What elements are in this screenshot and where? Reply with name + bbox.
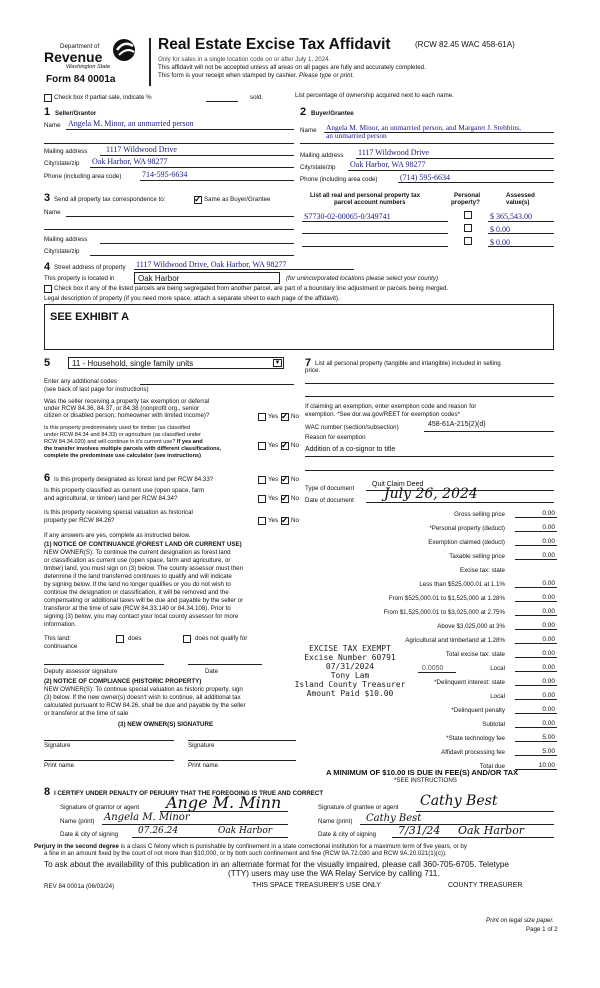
legal-description-label: Legal description of property (if you need more space, attach a separate sheet to each page of the affidavit). <box>44 295 340 302</box>
calc-label: Local <box>490 665 505 672</box>
forest-no-checkbox[interactable] <box>281 476 289 484</box>
grantor-date[interactable]: 07.26.24 <box>138 826 179 836</box>
personal-header: Personal <box>454 192 481 199</box>
property-use-select[interactable]: 11 - Household, single family units ▼ <box>68 357 284 369</box>
calc-underline <box>515 671 557 672</box>
date-city-label: Date & city of signing <box>318 831 377 838</box>
yes-label: Yes <box>268 476 279 483</box>
notice-text: NEW OWNER(S): To continue special valuation as historic property, sign <box>44 686 243 693</box>
historic-yes-checkbox[interactable] <box>258 517 266 525</box>
calc-value[interactable]: 0.00 <box>542 636 555 643</box>
partial-sale-label: Check box if partial sale, indicate % <box>54 94 152 101</box>
calc-underline <box>515 587 557 588</box>
notice-text: transferor at the time of sale (RCW 84.33.140 or 84.34.108). Prior to <box>44 605 231 612</box>
local-rate: 0.0050 <box>422 665 444 672</box>
seller-city-label: City/state/zip <box>44 160 80 167</box>
print-name-label: Print name <box>188 762 218 769</box>
buyer-phone-label: Phone (including area code) <box>300 176 378 183</box>
section-5-number: 5 <box>44 357 51 369</box>
forest-question: Is this property designated as forest land per RCW 84.33? <box>54 476 214 483</box>
assessed-value-1[interactable]: $ 365,543.00 <box>490 212 532 221</box>
signature-label: Signature <box>44 742 71 749</box>
calc-label: Above $3,025,000 at 3% <box>437 623 505 630</box>
notice-continuance-title: (1) NOTICE OF CONTINUANCE (FOREST LAND OR CURRENT USE) <box>44 541 242 548</box>
buyer-name-1[interactable]: Angela M. Minor, an unmarried person, and Margaret J. Stebbins, <box>326 123 521 132</box>
legal-description-box[interactable]: SEE EXHIBIT A <box>44 304 554 350</box>
calc-underline <box>515 741 557 742</box>
calc-label: Gross selling price <box>454 511 505 518</box>
notice-text: NEW OWNER(S): To continue the current designation as forest land <box>44 549 231 556</box>
calc-value[interactable]: 0.00 <box>542 538 555 545</box>
personal-header-2: property? <box>451 199 480 206</box>
notice-compliance-title: (2) NOTICE OF COMPLIANCE (HISTORIC PROPERTY) <box>44 678 202 685</box>
seller-name[interactable]: Angela M. Minor, an unmarried person <box>68 119 194 128</box>
location-select[interactable]: Oak Harbor <box>134 272 280 284</box>
section-2-number: 2 <box>300 106 307 118</box>
personal-property-checkbox-1[interactable] <box>464 211 472 219</box>
this-land-label: This land: <box>44 635 71 642</box>
header-line2: This affidavit will not be accepted unless all areas on all pages are fully and accurately completed. <box>158 64 426 71</box>
calc-label: Local <box>490 693 505 700</box>
assessed-value-3[interactable]: $ 0.00 <box>490 238 510 247</box>
availability-line-2: (TTY) users may use the WA Relay Service by calling 711. <box>228 869 440 878</box>
exemption-question-3: citizen or disabled person, homeowner with limited income)? <box>44 412 210 419</box>
seller-name-label: Name <box>44 122 61 129</box>
seller-title: Seller/Grantor <box>55 110 97 117</box>
assessed-header-2: value(s) <box>506 199 530 206</box>
timber-question-1: Is this property predominately used for timber (as classified <box>44 425 191 431</box>
state-label: Washington State <box>66 64 111 70</box>
treasurer-use-label: THIS SPACE TREASURER'S USE ONLY <box>252 882 381 889</box>
parcel-1[interactable]: S7730-02-00065-0/349741 <box>304 212 391 221</box>
exemption-reason[interactable]: Addition of a co-signor to title <box>305 446 396 453</box>
seller-phone-label: Phone (including area code) <box>44 173 122 180</box>
calc-underline <box>515 685 557 686</box>
correspondence-label: Send all property tax correspondence to: <box>54 196 166 203</box>
calc-label: *Personal property (deduct) <box>429 525 505 532</box>
calc-label: Subtotal <box>482 721 505 728</box>
grantee-signature[interactable]: Cathy Best <box>420 793 498 809</box>
calc-label: Agricultural and timberland at 1.28% <box>405 637 505 644</box>
notice-text: timber) land, you must sign on (3) below. The county assessor must then <box>44 565 244 572</box>
s3-name-label: Name <box>44 209 61 216</box>
exemption-question-1: Was the seller receiving a property tax exemption or deferral <box>44 398 210 405</box>
buyer-name-2[interactable]: an unmarried person <box>326 131 387 140</box>
revenue-logo-icon <box>107 37 141 63</box>
calc-underline <box>515 755 557 756</box>
ownership-note: List percentage of ownership acquired next to each name. <box>295 92 454 99</box>
calc-value[interactable]: 0.00 <box>542 580 555 587</box>
same-as-buyer-checkbox[interactable] <box>194 196 202 204</box>
yes-label: Yes <box>268 517 279 524</box>
calc-underline <box>515 517 557 518</box>
seller-city[interactable]: Oak Harbor, WA 98277 <box>92 157 168 166</box>
s3-city-label: City/state/zip <box>44 248 80 255</box>
additional-codes-note: (see back of last page for instructions) <box>44 386 149 393</box>
notice-text: continue the designation or classification, it will be removed and the <box>44 589 229 596</box>
signature-label: Signature <box>188 742 215 749</box>
current-use-yes-checkbox[interactable] <box>258 495 266 503</box>
does-not-qualify-checkbox[interactable] <box>183 635 191 643</box>
timber-question-2: under RCW 84.34 and 84.33) or agriculture (as classified under <box>44 432 202 438</box>
exemption-claim-label-2: exemption. *See dor.wa.gov/REET for exemption codes* <box>305 411 461 418</box>
grantee-city[interactable]: Oak Harbor <box>458 824 525 837</box>
current-use-no-checkbox[interactable] <box>281 495 289 503</box>
yes-label: Yes <box>268 413 279 420</box>
availability-line-1: To ask about the availability of this publication in an alternate format for the visually impaired, please call 360-705-6705. Teletype <box>44 860 509 869</box>
calc-value[interactable]: 0.00 <box>542 650 555 657</box>
form-title: Real Estate Excise Tax Affidavit <box>158 36 391 53</box>
calc-value[interactable]: 0.00 <box>542 692 555 699</box>
timber-question-3: RCW 84.34.020) and will continue in it's current use? If yes and <box>44 439 203 445</box>
section-3-number: 3 <box>44 192 51 204</box>
buyer-phone[interactable]: (714) 595-6634 <box>400 173 450 182</box>
does-not-label: does not qualify for <box>195 635 248 642</box>
calc-value[interactable]: 0.00 <box>542 510 555 517</box>
wac-number[interactable]: 458-61A-215(2)(d) <box>428 421 486 428</box>
does-qualify-checkbox[interactable] <box>116 635 124 643</box>
calc-label: From $525,000.01 to $1,525,000 at 1.28% <box>388 595 505 602</box>
exemption-claim-label: If claiming an exemption, enter exemption code and reason for <box>305 403 477 410</box>
grantee-date[interactable]: 7/31/24 <box>398 824 441 837</box>
historic-no-checkbox[interactable] <box>281 517 289 525</box>
personal-property-checkbox-2[interactable] <box>464 224 472 232</box>
calc-value[interactable]: 0.00 <box>542 678 555 685</box>
exemption-yes-checkbox[interactable] <box>258 413 266 421</box>
street-label: Street address of property <box>54 264 126 271</box>
perjury-line-1: Perjury in the second degree is a class C felony which is punishable by confinement in a state correctional institution for a maximum term of five years, or by <box>34 843 467 850</box>
grantor-city[interactable]: Oak Harbor <box>218 826 273 836</box>
reason-label: Reason for exemption <box>305 434 366 441</box>
perjury-line-2: a fine in an amount fixed by the court of not more than $10,000, or by both such confinement and fine (RCW 9A.72.030 and RCW 9A.20.021(1)(c)). <box>44 850 447 857</box>
excise-stamp: EXCISE TAX EXEMPT Excise Number 60791 07/31/2024 Tony Lam Island County Treasurer Amount Paid $10.00 <box>294 644 406 698</box>
minimum-note: A MINIMUM OF $10.00 IS DUE IN FEE(S) AND/OR TAX <box>326 768 519 777</box>
name-print-label: Name (print) <box>60 818 95 825</box>
county-treasurer-label: COUNTY TREASURER <box>448 882 523 889</box>
calc-label: Less than $525,000.01 at 1.1% <box>419 581 505 588</box>
if-yes-note: If any answers are yes, complete as instructed below. <box>44 532 191 539</box>
calc-value[interactable]: 5.00 <box>542 734 555 741</box>
section-4-number: 4 <box>44 261 51 273</box>
buyer-city-label: City/state/zip <box>300 164 336 171</box>
notice-text: information. <box>44 621 77 628</box>
header-line3: This form is your receipt when stamped by cashier. Please type or print. <box>158 72 355 79</box>
sold-label: sold. <box>250 94 264 101</box>
name-print-label: Name (print) <box>318 818 353 825</box>
segregated-label: Check box if any of the listed parcels are being segregated from another parcel, are part of a boundary line adjustment or parcels being merged. <box>54 285 449 292</box>
timber-question-4: the transfer involves multiple parcels with different classifications, <box>44 446 222 452</box>
unincorporated-note: (for unincorporated locations please select your county) <box>286 275 439 282</box>
notice-text: calculated pursuant to RCW 84.26, shall be due and payable by the seller <box>44 702 246 709</box>
forest-yes-checkbox[interactable] <box>258 476 266 484</box>
notice-text: determine if the land transferred continues to qualify and will indicate <box>44 573 232 580</box>
parcels-header: List all real and personal property tax <box>310 192 421 199</box>
street-address[interactable]: 1117 Wildwood Drive, Oak Harbor, WA 98277 <box>136 260 287 269</box>
exemption-question-2: under RCW 84.36, 84.37, or 84.38 (nonprofit org., senior <box>44 405 200 412</box>
no-label: No <box>291 442 299 449</box>
print-name-label: Print name <box>44 762 74 769</box>
calc-value[interactable]: 5.00 <box>542 748 555 755</box>
grantee-signature-label: Signature of grantee or agent <box>318 804 399 811</box>
calc-underline <box>515 601 557 602</box>
notice-text: signing (3) below, you may contact your local county assessor for more <box>44 613 239 620</box>
date-label: Date <box>205 668 219 675</box>
calc-label: *Delinquent interest: state <box>434 679 505 686</box>
calc-label: From $1,525,000.01 to $3,025,000 at 2.75% <box>383 609 505 616</box>
notice-text: by signing below. If the land no longer qualifies or you do not wish to <box>44 581 231 588</box>
buyer-mail[interactable]: 1117 Wildwood Drive <box>358 148 429 157</box>
page-number: Page 1 of 2 <box>526 926 558 933</box>
personal-property-checkbox-3[interactable] <box>464 237 472 245</box>
calc-value[interactable]: 10.00 <box>538 762 555 769</box>
legal-paper-note: Print on legal size paper. <box>486 917 554 924</box>
calc-label: *State technology fee <box>446 735 505 742</box>
grantor-signature-label: Signature of grantor or agent <box>60 804 140 811</box>
notice-text: or classification as current use (open space, farm and agriculture, or <box>44 557 231 564</box>
buyer-mail-label: Mailing address <box>300 152 344 159</box>
buyer-name-label: Name <box>300 127 317 134</box>
assessed-header: Assessed <box>506 192 535 199</box>
no-label: No <box>291 476 299 483</box>
calc-underline <box>515 629 557 630</box>
calc-value[interactable]: 0.00 <box>542 552 555 559</box>
calc-underline <box>515 699 557 700</box>
calc-underline <box>515 657 557 658</box>
same-as-buyer-label: Same as Buyer/Grantee <box>204 196 271 203</box>
revision-label: REV 84 0001a (06/03/24) <box>44 883 115 890</box>
historic-question-1: Is this property receiving special valuation as historical <box>44 509 193 516</box>
current-use-question-2: and agricultural, or timber) land per RCW 84.34? <box>44 495 178 502</box>
wac-label: WAC number (section/subsection) <box>305 424 399 431</box>
yes-label: Yes <box>268 495 279 502</box>
located-label: This property is located in <box>44 275 115 282</box>
notice-text: (3) below. If the new owner(s) doesn't wish to continue, all additional tax <box>44 694 241 701</box>
seller-mail-label: Mailing address <box>44 148 88 155</box>
grantor-signature[interactable]: Ange M. Minn <box>166 793 282 812</box>
no-label: No <box>291 413 299 420</box>
calc-underline <box>515 713 557 714</box>
parcels-header-2: parcel account numbers <box>334 199 406 206</box>
calc-label: Total due <box>479 763 505 770</box>
section-8-number: 8 <box>44 786 51 798</box>
calc-label: Total excise tax: state <box>445 651 505 658</box>
calc-value[interactable]: 0.00 <box>542 664 555 671</box>
header-line1: Only for sales in a single location code on or after July 1, 2024. <box>158 56 331 63</box>
calc-value[interactable]: 0.00 <box>542 622 555 629</box>
calc-underline <box>515 615 557 616</box>
date-city-label: Date & city of signing <box>60 831 119 838</box>
additional-codes-label: Enter any additional codes <box>44 378 117 385</box>
section-7-number: 7 <box>305 357 312 369</box>
notice-text: compensating or additional taxes will be due and payable by the seller or <box>44 597 244 604</box>
timber-no-checkbox[interactable] <box>281 442 289 450</box>
deputy-signature-label: Deputy assessor signature <box>44 668 118 675</box>
calc-label: Exemption claimed (deduct) <box>428 539 505 546</box>
personal-property-label: List all personal property (tangible and intangible) included in selling <box>315 360 501 367</box>
calc-value[interactable]: 0.00 <box>542 720 555 727</box>
buyer-city[interactable]: Oak Harbor, WA 98277 <box>350 160 426 169</box>
calc-value[interactable]: 0.00 <box>542 594 555 601</box>
seller-mail[interactable]: 1117 Wildwood Drive <box>106 145 177 154</box>
calc-underline <box>515 531 557 532</box>
buyer-title: Buyer/Grantee <box>311 110 354 117</box>
calc-value[interactable]: 0.00 <box>542 524 555 531</box>
calc-value[interactable]: 0.00 <box>542 608 555 615</box>
calc-underline <box>515 769 557 770</box>
personal-property-label-2: price. <box>305 367 321 374</box>
partial-sale-checkbox[interactable] <box>44 94 52 102</box>
form-number: Form 84 0001a <box>46 74 116 85</box>
section-1-number: 1 <box>44 106 51 118</box>
calc-underline <box>515 545 557 546</box>
segregated-checkbox[interactable] <box>44 285 52 293</box>
assessed-value-2[interactable]: $ 0.00 <box>490 225 510 234</box>
no-label: No <box>291 495 299 502</box>
calc-label: Taxable selling price <box>449 553 505 560</box>
new-owner-signature-title: (3) NEW OWNER(S) SIGNATURE <box>118 721 214 728</box>
doc-date[interactable]: July 26, 2024 <box>384 486 478 502</box>
rcw-ref: (RCW 82.45 WAC 458-61A) <box>415 40 515 49</box>
revenue-logo-text: Revenue <box>44 49 103 65</box>
yes-label: Yes <box>268 442 279 449</box>
doc-type[interactable]: Quit Claim Deed <box>372 481 424 488</box>
calc-underline <box>515 559 557 560</box>
calc-label: *Delinquent penalty <box>451 707 505 714</box>
current-use-question-1: Is this property classified as current use (open space, farm <box>44 487 205 494</box>
grantor-print-name[interactable]: Angela M. Minor <box>104 812 190 823</box>
see-instructions: *SEE INSTRUCTIONS <box>394 777 457 784</box>
exemption-no-checkbox[interactable] <box>281 413 289 421</box>
timber-yes-checkbox[interactable] <box>258 442 266 450</box>
calc-label: Affidavit processing fee <box>441 749 505 756</box>
calc-underline <box>515 643 557 644</box>
timber-question-5: complete the predominate use calculator (see instructions) <box>44 453 201 459</box>
calc-underline <box>515 727 557 728</box>
dept-label: Department of <box>60 43 100 50</box>
chevron-down-icon: ▼ <box>274 360 281 366</box>
does-label: does <box>128 635 142 642</box>
doc-type-label: Type of document <box>305 485 355 492</box>
calc-value[interactable]: 0.00 <box>542 706 555 713</box>
section-6-number: 6 <box>44 472 51 484</box>
continuance-label: continuance <box>44 643 78 650</box>
s3-mail-label: Mailing address <box>44 236 88 243</box>
no-label: No <box>291 517 299 524</box>
calc-label: Excise tax: state <box>459 567 505 574</box>
seller-phone[interactable]: 714-595-6634 <box>142 170 188 179</box>
notice-text: or transferor at the time of sale <box>44 710 129 717</box>
certify-statement: I CERTIFY UNDER PENALTY OF PERJURY THAT THE FOREGOING IS TRUE AND CORRECT <box>54 790 324 797</box>
historic-question-2: property per RCW 84.26? <box>44 517 115 524</box>
doc-date-label: Date of document <box>305 497 354 504</box>
grantee-print-name[interactable]: Cathy Best <box>366 813 422 824</box>
